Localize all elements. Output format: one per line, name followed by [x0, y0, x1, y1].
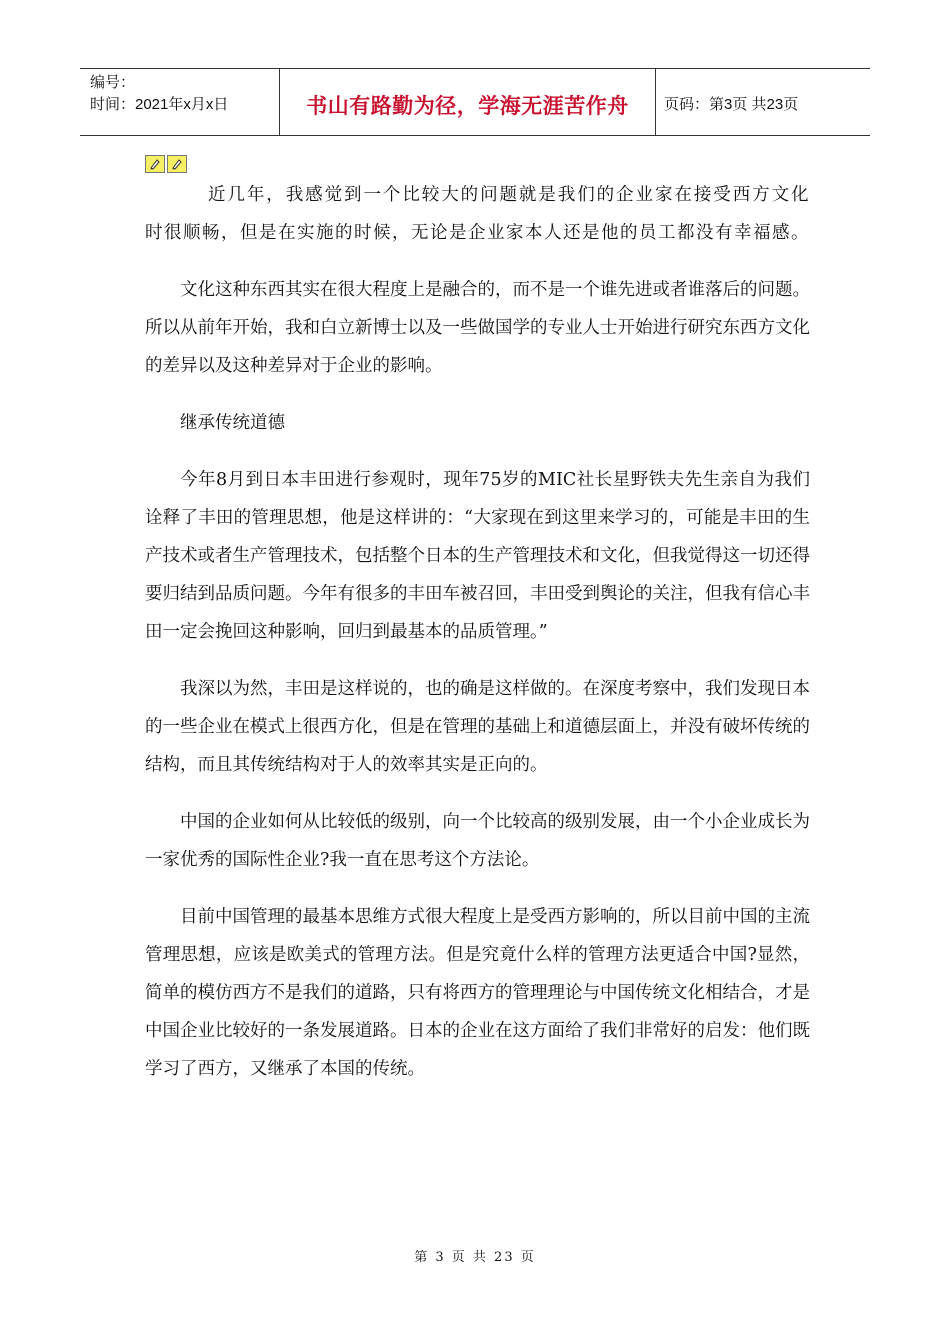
paragraph: 我深以为然，丰田是这样说的，也的确是这样做的。在深度考察中，我们发现日本的一些企业在模式上很西方化，但是在管理的基础上和道德层面上，并没有破坏传统的结构，而且其传统结构对于人的效率其实是正向的。 — [145, 679, 810, 775]
pencil-icon — [167, 155, 187, 173]
paragraph: 文化这种东西其实在很大程度上是融合的，而不是一个谁先进或者谁落后的问题。所以从前年开始，我和白立新博士以及一些做国学的专业人士开始进行研究东西方文化的差异以及这种差异对于企业的影响。 — [145, 280, 810, 376]
document-body — [145, 176, 810, 1088]
paragraph: 今年8月到日本丰田进行参观时，现年75岁的MIC社长星野铁夫先生亲自为我们诠释了丰田的管理思想，他是这样讲的：“大家现在到这里来学习的，可能是丰田的生产技术或者生产管理技术，包括整个日本的生产管理技术和文化，但我觉得这一切还得要归结到品质问题。今年有很多的丰田车被召回，丰田受到舆论的关注，但我有信心丰田一定会挽回这种影响，回归到最基本的品质管理。” — [145, 470, 810, 642]
header-meta — [80, 69, 280, 135]
page-footer: 第 3 页 共 23 页 — [414, 1250, 536, 1265]
paragraph: 近几年，我感觉到一个比较大的问题就是我们的企业家在接受西方文化时很顺畅，但是在实施的时候，无论是企业家本人还是他的员工都没有幸福感。 — [145, 185, 810, 243]
pencil-icon — [145, 155, 165, 173]
header-table — [80, 68, 870, 136]
header-page-info: 页码：第3页 共23页 — [664, 95, 799, 113]
number-label: 编号： — [90, 74, 136, 91]
header-motto: 书山有路勤为径，学海无涯苦作舟 — [280, 69, 656, 135]
decorative-icons — [145, 155, 187, 173]
paragraph: 目前中国管理的最基本思维方式很大程度上是受西方影响的，所以目前中国的主流管理思想，应该是欧美式的管理方法。但是究竟什么样的管理方法更适合中国?显然，简单的模仿西方不是我们的道路，只有将西方的管理理论与中国传统文化相结合，才是中国企业比较好的一条发展道路。日本的企业在这方面给了我们非常好的启发：他们既学习了西方，又继承了本国的传统。 — [145, 907, 810, 1079]
section-heading: 继承传统道德 — [180, 413, 285, 433]
date-label: 时间：2021年x月x日 — [90, 96, 229, 113]
paragraph: 中国的企业如何从比较低的级别，向一个比较高的级别发展，由一个小企业成长为一家优秀的国际性企业?我一直在思考这个方法论。 — [145, 812, 810, 870]
